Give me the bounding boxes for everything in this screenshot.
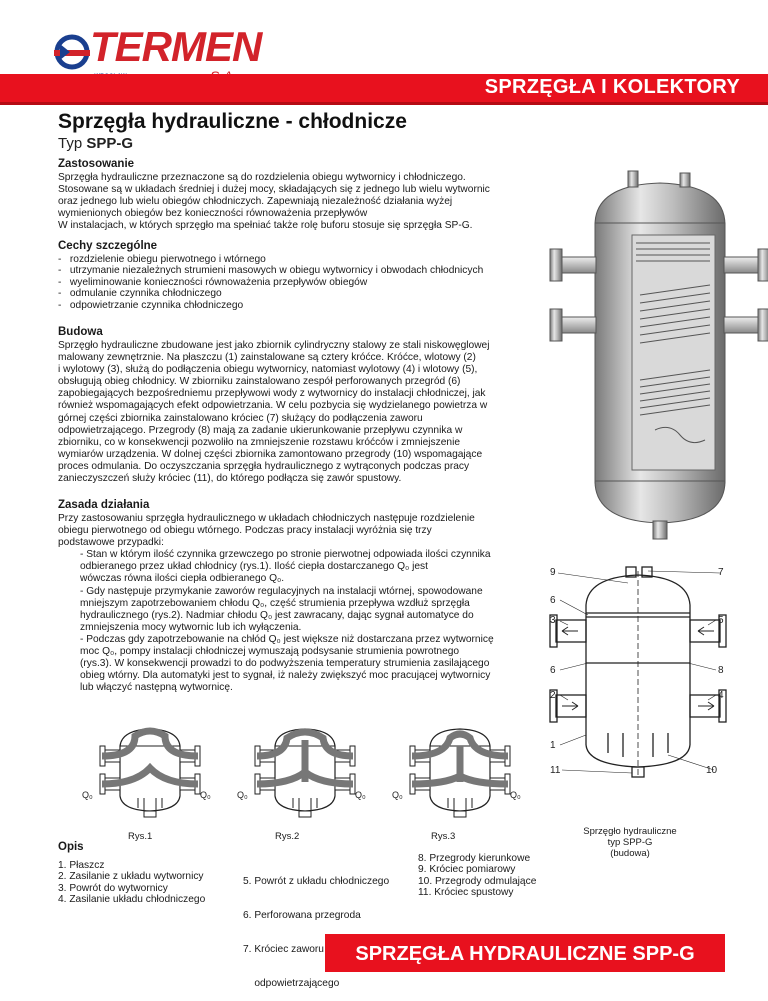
- brand-logo: [50, 22, 262, 82]
- opis-item: 5. Powrót z układu chłodniczego: [243, 875, 390, 887]
- category-title: SPRZĘGŁA I KOLEKTORY: [484, 76, 740, 98]
- text-line: - Stan w którym ilość czynnika grzewczego po stronie pierwotnej odpowiada ilości czynnika: [80, 549, 491, 561]
- subtitle-model: SPP-G: [86, 135, 134, 152]
- opis-col-1: [58, 860, 205, 906]
- text-line: Sprzęgła hydrauliczne przeznaczone są do rozdzielenia obiegu wytwornicy i chłodniczego.: [58, 172, 466, 183]
- section-heading-budowa: Budowa: [58, 326, 103, 338]
- text-line: malowany zewnętrznie. Na płaszczu (1) zainstalowane są cztery króćce. Króćce, wlotowy (2): [58, 352, 476, 364]
- label-4: 4: [718, 690, 724, 701]
- text-line: zmniejszenia mocy wytwornic lub ich wyłączenia.: [80, 621, 302, 633]
- opis-item: odpowietrzającego: [243, 978, 340, 990]
- text-line: hydraulicznego (rys.2). Nadmiar chłodu Q₀ jest zawracany, dając sygnał automatyce do: [80, 609, 474, 621]
- opis-item: 2. Zasilanie z układu wytwornicy: [58, 871, 204, 883]
- logo-emblem-icon: [50, 30, 94, 74]
- text-line: oraz jednego lub wielu obiegów chłodniczych. Zapewniają niezależność działania wyżej: [58, 196, 453, 208]
- opis-item: 7. Króciec zaworu: [243, 944, 324, 956]
- opis-col-2: [243, 853, 389, 1001]
- text-line: - Podczas gdy zapotrzebowanie na chłód Q₀ jest większe niż dostarczana przez wytwornicę: [80, 633, 494, 645]
- text-line: zapobiegających bezpośredniemu przepływowi wody z wytwornicy do instalacji chłodniczej, jak: [58, 388, 486, 400]
- diagram-caption: [560, 826, 700, 859]
- text-line: i wylotowy (3), służą do podłączenia obiegu wytwornicy, natomiast wylotowy (4) i wlotowy (5),: [58, 364, 478, 376]
- label-10: 10: [706, 765, 718, 776]
- label-5: 5: [718, 615, 724, 626]
- text-line: wówczas równa ilości ciepła odbieranego Q₀.: [80, 573, 285, 585]
- caption-line: (budowa): [610, 848, 650, 859]
- label-3: 3: [550, 615, 556, 626]
- logo-wordmark: TERMEN: [90, 23, 262, 70]
- section-heading-zasada: Zasada działania: [58, 499, 150, 511]
- figure-2: [255, 729, 355, 817]
- zastosowanie-text: [58, 172, 532, 232]
- opis-item: 10. Przegrody odmulające: [418, 875, 537, 887]
- opis-col-3: [418, 853, 536, 899]
- text-line: odpowietrzającego. Przegrody (8) mają za zadanie ukierunkowanie przepływu czynnika w: [58, 424, 463, 436]
- opis-item: 3. Powrót do wytwornicy: [58, 882, 168, 894]
- opis-item: 1. Płaszcz: [58, 860, 105, 871]
- vessel-section-diagram: [548, 565, 728, 780]
- figure-caption-2: Rys.2: [275, 831, 300, 842]
- text-line: zanieczyszczeń służy króciec (11), do którego podłącza się zawór spustowy.: [58, 473, 402, 485]
- label-11: 11: [550, 765, 561, 776]
- text-line: obieg wtórny. Dla automatyki jest to sygnał, iż należy zwiększyć moc pracującej wytwornicy: [80, 670, 491, 682]
- q-label: Q₀: [82, 790, 93, 800]
- text-line: wymienionych obiegów bez konieczności równoważenia przepływów: [58, 208, 368, 220]
- q-label: Q₀: [392, 790, 403, 800]
- text-line: (rys.3). W konsekwencji prowadzi to do podwyższenia temperatury strumienia zasilającego: [80, 658, 490, 670]
- subtitle-prefix: Typ: [58, 135, 83, 152]
- text-line: mniejszym zapotrzebowaniem chłodu Q₀, część strumienia przepływa wzdłuż sprzęgła: [80, 597, 470, 609]
- text-line: lub włączyć następną wytwornicę.: [80, 682, 233, 694]
- figure-3: [410, 729, 510, 817]
- opis-item: 11. Króciec spustowy: [418, 887, 514, 899]
- text-line: moc Q₀, pompy instalacji chłodniczej wymuszają podsysanie strumienia powrotnego: [80, 646, 460, 658]
- text-line: Stosowane są w układach średniej i dużej mocy, składających się z jednego lub wielu wytwornic: [58, 184, 490, 196]
- list-item: - odmulanie czynnika chłodniczego: [58, 288, 222, 300]
- figure-1: [100, 729, 200, 817]
- budowa-text: [58, 340, 542, 485]
- text-line: obsługują obieg chłodnicy. W zbiorniku zainstalowano zespół perforowanych przegród (6): [58, 376, 461, 388]
- label-8: 8: [718, 665, 724, 676]
- category-bar-shadow: [0, 102, 768, 105]
- figure-caption-3: Rys.3: [431, 831, 456, 842]
- label-1: 1: [550, 740, 556, 751]
- list-item: - rozdzielenie obiegu pierwotnego i wtórnego: [58, 254, 266, 265]
- q-label: Q₀: [355, 790, 366, 800]
- text-line: W instalacjach, w których sprzęgło ma spełniać także rolę buforu stosuje się sprzęgła SP-G.: [58, 220, 473, 232]
- opis-item: 8. Przegrody kierunkowe: [418, 853, 531, 864]
- q-label: Q₀: [237, 790, 248, 800]
- list-item: - wyeliminowanie konieczności równoważenia przepływów obiegów: [58, 276, 368, 288]
- section-heading-zastosowanie: Zastosowanie: [58, 158, 135, 170]
- text-line: Sprzęgło hydrauliczne zbudowane jest jako zbiornik cylindryczny stalowy ze stali niskowęglowej: [58, 340, 490, 351]
- footer-title: SPRZĘGŁA HYDRAULICZNE SPP-G: [355, 943, 695, 965]
- opis-item: 9. Króciec pomiarowy: [418, 864, 516, 876]
- label-6: 6: [550, 595, 556, 606]
- opis-item: 6. Perforowana przegroda: [243, 910, 361, 922]
- label-6b: 6: [550, 665, 556, 676]
- section-heading-opis: Opis: [58, 841, 84, 853]
- zasada-text: [58, 513, 542, 694]
- text-line: zbiorniku, co w konsekwencji pozwoliło na zmniejszenie rozstawu króćców i zmniejszenie: [58, 436, 461, 448]
- vessel-3d-illustration: [540, 165, 768, 550]
- list-item: - odpowietrzanie czynnika chłodniczego: [58, 299, 244, 311]
- text-line: proces odmulania. Do oczyszczania sprzęgła hydraulicznego z wytrąconych podczas pracy: [58, 460, 470, 472]
- figure-caption-1: Rys.1: [128, 831, 153, 842]
- flow-figures: [70, 718, 540, 828]
- text-line: odbieranego przez układ chłodnicy (rys.1). Ilość ciepła dostarczanego Q₀ jest: [80, 561, 428, 573]
- section-heading-cechy: Cechy szczególne: [58, 240, 158, 252]
- list-item: - utrzymanie niezależnych strumieni masowych w obiegu wytwornicy i obwodach chłodnicych: [58, 265, 484, 277]
- text-line: górnej części zbiornika zainstalowano króciec (7) służący do podłączenia zaworu: [58, 412, 423, 424]
- page-subtitle: [58, 135, 133, 152]
- cechy-list: [58, 254, 538, 311]
- caption-line: Sprzęgło hydrauliczne: [583, 826, 677, 837]
- label-2: 2: [550, 690, 556, 701]
- caption-line: typ SPP-G: [607, 837, 653, 848]
- label-9: 9: [550, 567, 556, 578]
- text-line: również wspomagających efekt odpowietrzania. W celu pozbycia się wydzielanego powietrza w: [58, 400, 488, 412]
- page-title: Sprzęgła hydrauliczne - chłodnicze: [58, 110, 407, 133]
- q-label: Q₀: [200, 790, 211, 800]
- text-line: wymiarów urządzenia. W dolnej części zbiornika zamontowano przegrody (10) wspomagające: [58, 448, 483, 460]
- text-line: - Gdy następuje przymykanie zaworów regulacyjnych na instalacji wtórnej, spowodowane: [80, 585, 483, 597]
- opis-item: 4. Zasilanie układu chłodniczego: [58, 894, 206, 906]
- text-line: Przy zastosowaniu sprzęgła hydraulicznego w układach chłodniczych następuje rozdzielenie: [58, 513, 475, 524]
- text-line: obiegu pierwotnego od obiegu wtórnego. Podczas pracy instalacji wyróżnia się trzy: [58, 525, 432, 537]
- q-label: Q₀: [510, 790, 521, 800]
- text-line: podstawowe przypadki:: [58, 537, 164, 549]
- label-7: 7: [718, 567, 724, 578]
